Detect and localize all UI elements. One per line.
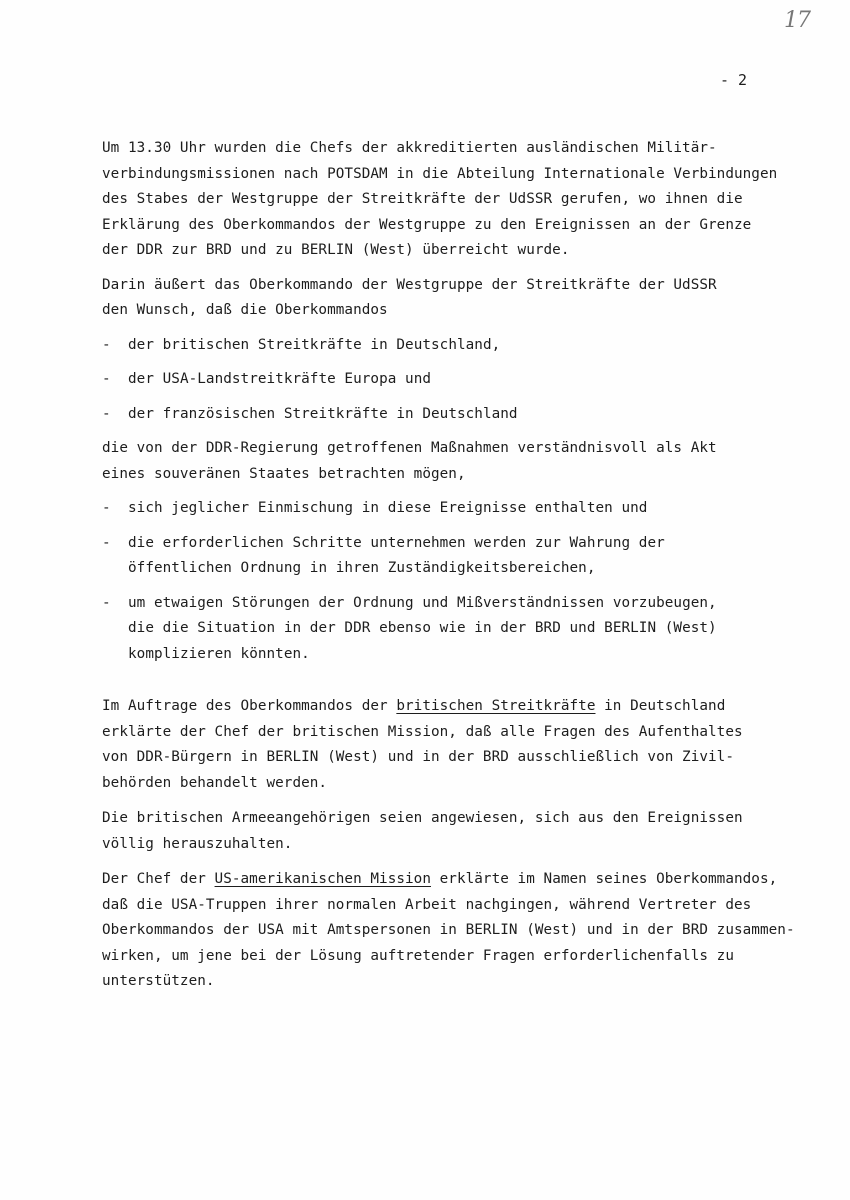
list-item: [102, 367, 792, 393]
text-fragment: erklärte im Namen seines Oberkommandos,: [430, 871, 778, 887]
text-line: [102, 867, 792, 893]
paragraph-4: [102, 694, 792, 796]
text-line: um etwaigen Störungen der Ordnung und Mißverständnissen vorzubeugen,: [128, 594, 717, 611]
text-line: erklärte der Chef der britischen Mission, daß alle Fragen des Aufenthaltes: [102, 723, 743, 740]
list-dash: -: [102, 500, 111, 516]
text-line: öffentlichen Ordnung in ihren Zuständigkeitsbereichen,: [128, 560, 596, 576]
text-fragment: in Deutschland: [595, 698, 726, 714]
page-number: - 2: [720, 71, 748, 89]
list-dash: -: [102, 336, 111, 353]
text-line: Um 13.30 Uhr wurden die Chefs der akkreditierten ausländischen Militär-: [102, 140, 717, 156]
text-line: Darin äußert das Oberkommando der Westgruppe der Streitkräfte der UdSSR: [102, 276, 717, 293]
list-item: [102, 531, 792, 582]
text-line: die die Situation in der DDR ebenso wie in der BRD und BERLIN (West): [128, 620, 717, 636]
text-line: völlig herauszuhalten.: [102, 835, 293, 852]
list-dash: -: [102, 534, 111, 551]
text-fragment: Im Auftrage des Oberkommandos der: [102, 698, 397, 714]
paragraph-6: [102, 867, 795, 995]
text-line: daß die USA-Truppen ihrer normalen Arbeit nachgingen, während Vertreter des: [102, 896, 752, 913]
text-line: Die britischen Armeeangehörigen seien angewiesen, sich aus den Ereignissen: [102, 810, 743, 826]
text-line: die von der DDR-Regierung getroffenen Maßnahmen verständnisvoll als Akt: [102, 440, 717, 456]
text-line: der DDR zur BRD und zu BERLIN (West) überreicht wurde.: [102, 242, 570, 258]
text-line: eines souveränen Staates betrachten mögen,: [102, 465, 466, 482]
text-line: die erforderlichen Schritte unternehmen werden zur Wahrung der: [128, 534, 665, 551]
text-line: Oberkommandos der USA mit Amtspersonen in BERLIN (West) und in der BRD zusammen-: [102, 922, 795, 938]
paragraph-3: [102, 436, 792, 487]
text-line: wirken, um jene bei der Lösung auftretender Fragen erforderlichenfalls zu: [102, 947, 734, 964]
paragraph-2: [102, 273, 792, 324]
text-line: [102, 694, 792, 720]
text-line: behörden behandelt werden.: [102, 774, 328, 791]
text-line: der französischen Streitkräfte in Deutschland: [128, 405, 518, 422]
list-item: [102, 591, 792, 668]
list-dash: -: [102, 405, 111, 422]
text-line: sich jeglicher Einmischung in diese Ereignisse enthalten und: [128, 500, 648, 516]
text-line: der britischen Streitkräfte in Deutschland,: [128, 336, 501, 353]
list-dash: -: [102, 594, 111, 611]
text-line: von DDR-Bürgern in BERLIN (West) und in der BRD ausschließlich von Zivil-: [102, 749, 734, 765]
text-line: des Stabes der Westgruppe der Streitkräfte der UdSSR gerufen, wo ihnen die: [102, 191, 743, 207]
text-line: verbindungsmissionen nach POTSDAM in die Abteilung Internationale Verbindungen: [102, 165, 778, 182]
underlined-text: US-amerikanischen Mission: [214, 871, 431, 887]
paragraph-5: [102, 806, 792, 857]
text-line: unterstützen.: [102, 973, 215, 989]
document-body: [102, 136, 795, 995]
list-item: [102, 496, 792, 522]
paragraph-1: [102, 136, 792, 264]
text-line: der USA-Landstreitkräfte Europa und: [128, 371, 432, 387]
underlined-text: britischen Streitkräfte: [396, 698, 596, 714]
text-line: den Wunsch, daß die Oberkommandos: [102, 302, 388, 318]
list-item: [102, 402, 792, 428]
text-fragment: Der Chef der: [102, 871, 215, 887]
list-item: [102, 333, 792, 359]
list-dash: -: [102, 371, 111, 387]
text-line: Erklärung des Oberkommandos der Westgruppe zu den Ereignissen an der Grenze: [102, 216, 752, 233]
handwritten-folio-number: 17: [784, 8, 810, 33]
text-line: komplizieren könnten.: [128, 645, 310, 662]
